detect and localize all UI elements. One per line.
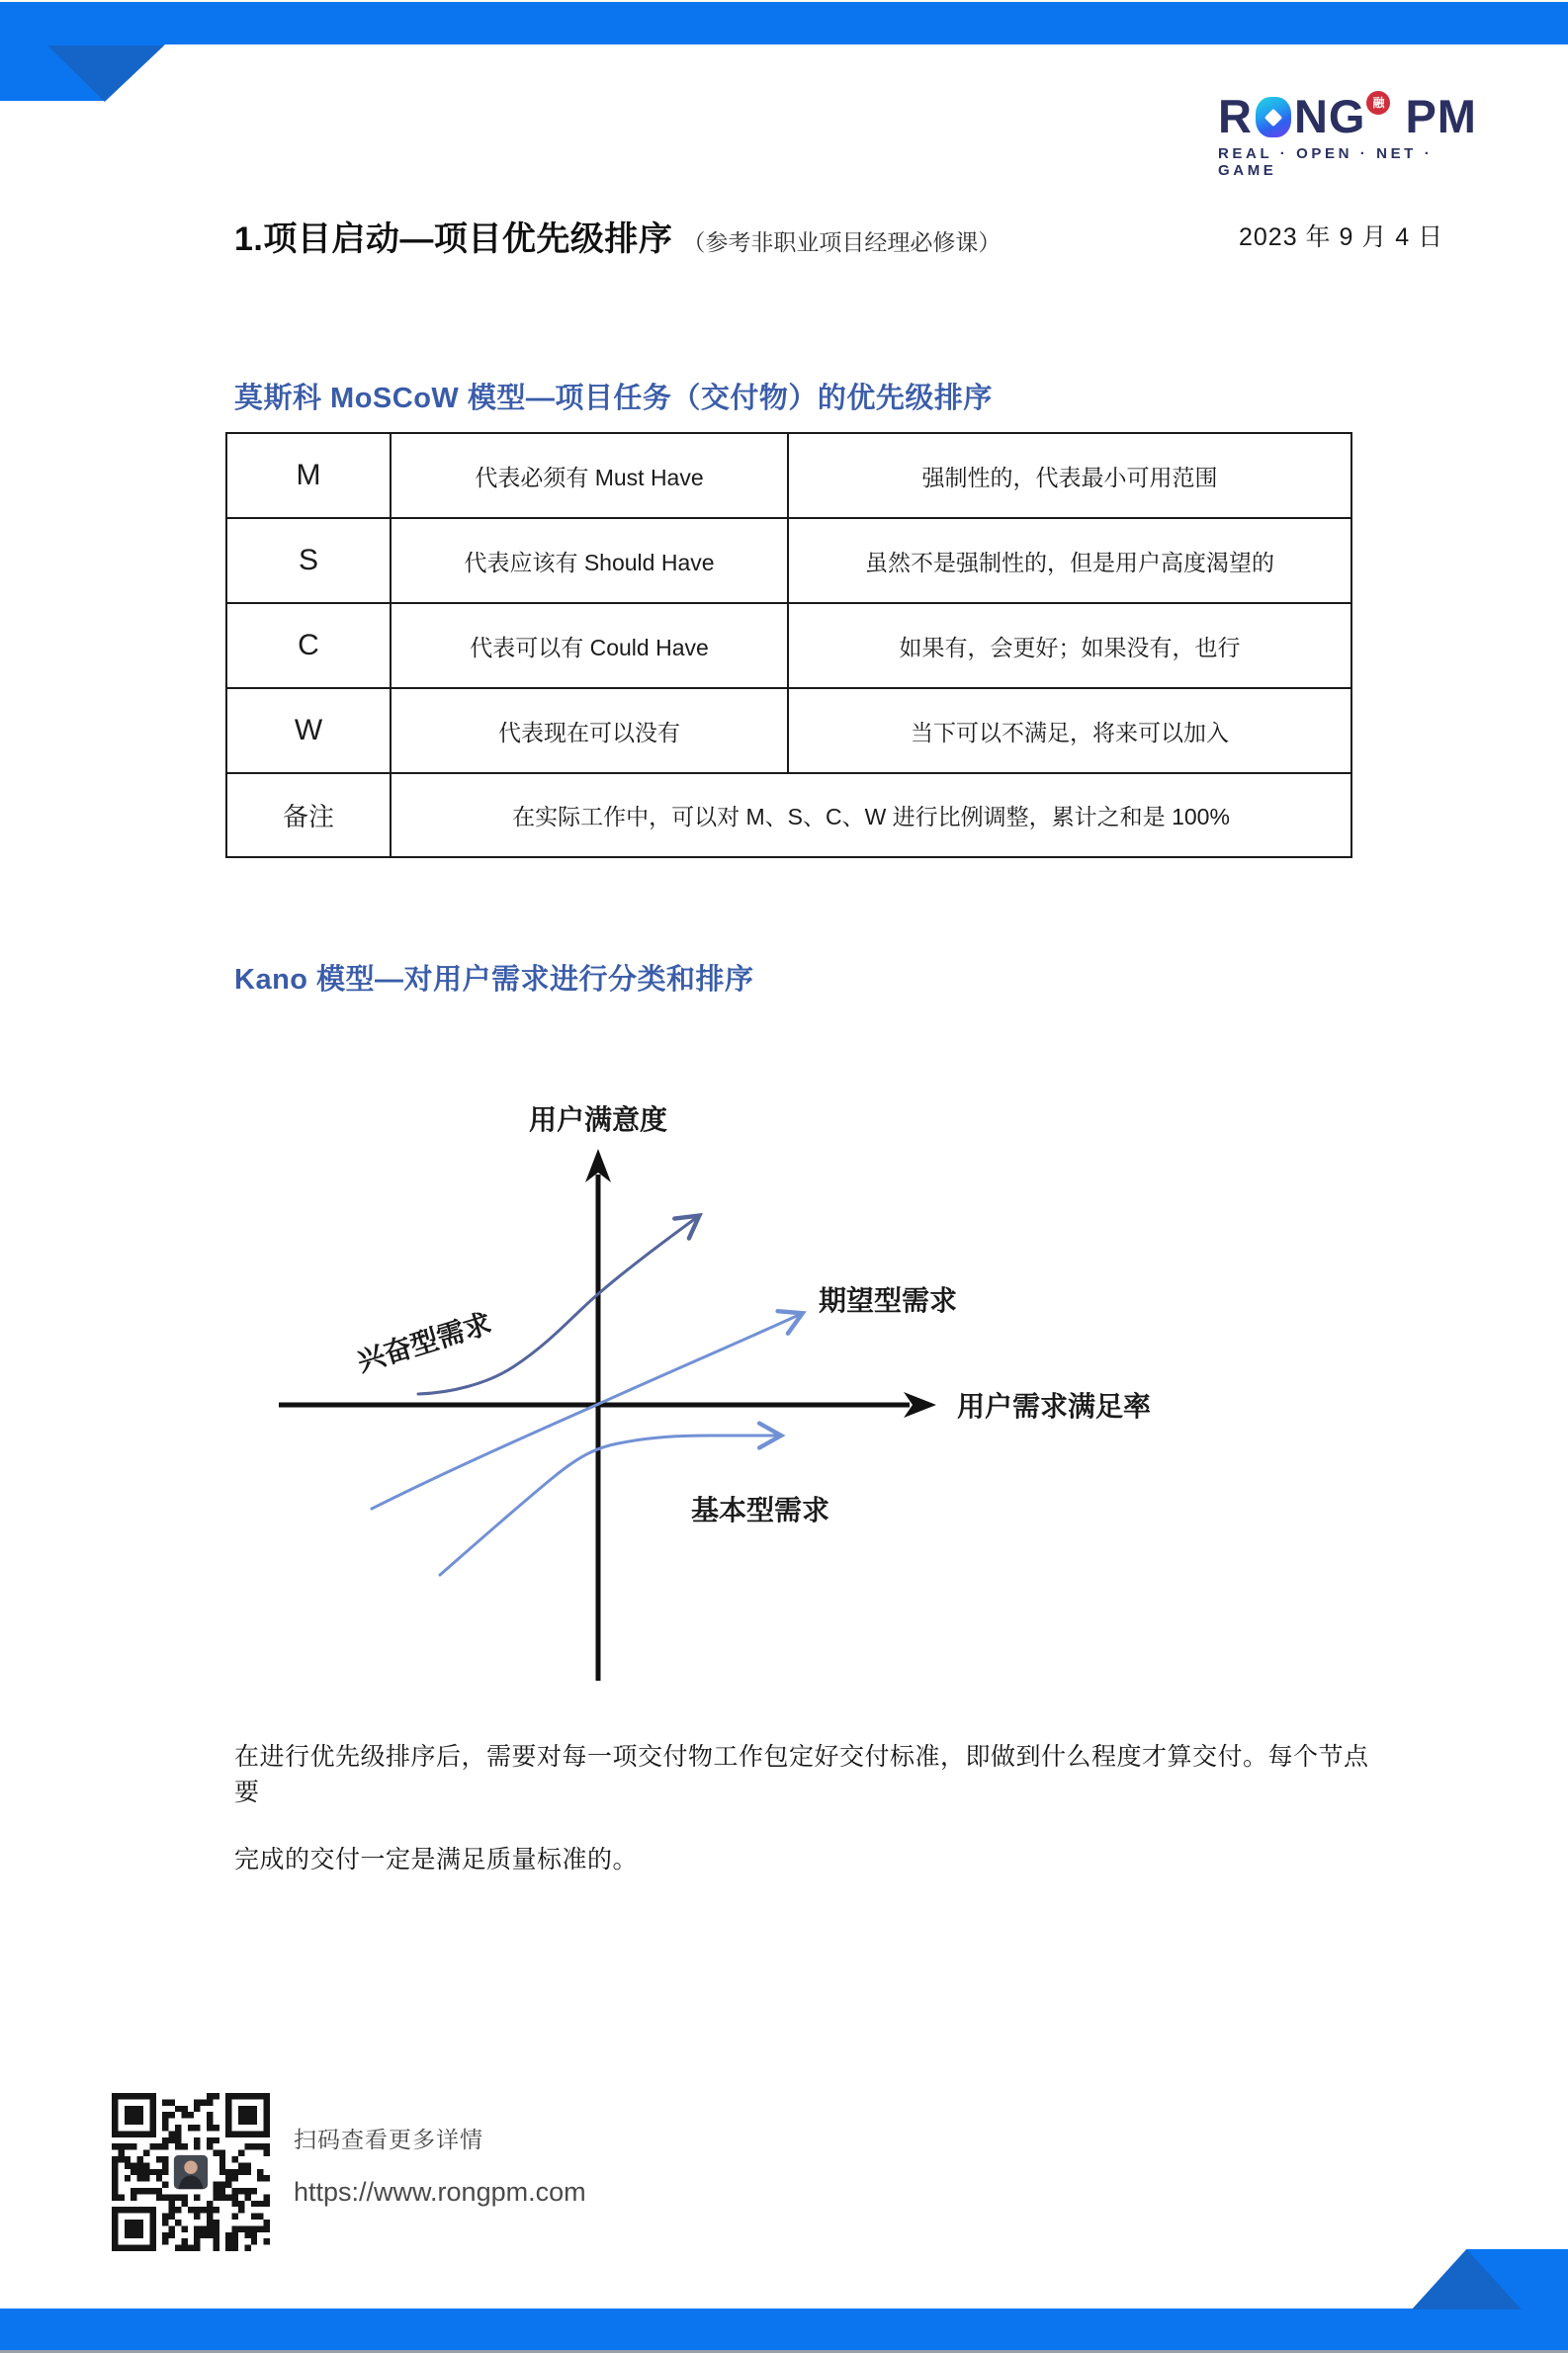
top-blue-bar xyxy=(0,2,1568,44)
logo-letter-r: R xyxy=(1218,90,1253,142)
table-row-c xyxy=(227,604,1350,689)
table-row-m xyxy=(227,434,1350,519)
qr-caption: 扫码查看更多详情 xyxy=(294,2127,483,2152)
table-row-note xyxy=(227,774,1350,856)
kano-chart xyxy=(267,1068,1157,1681)
cell-description: 当下可以不满足，将来可以加入 xyxy=(911,719,1229,745)
cell-note: 在实际工作中，可以对 M、S、C、W 进行比例调整，累计之和是 100% xyxy=(512,804,1230,829)
x-axis-label: 用户需求满足率 xyxy=(957,1391,1152,1422)
title-row xyxy=(234,212,1001,260)
cell-meaning: 代表必须有 Must Have xyxy=(392,434,789,517)
curve-excitement xyxy=(418,1218,696,1394)
bottom-blue-bar xyxy=(0,2309,1568,2350)
cell-meaning: 代表现在可以没有 xyxy=(392,689,789,772)
page-title: 1.项目启动—项目优先级排序 xyxy=(234,220,673,258)
logo-o-gradient-icon xyxy=(1256,97,1291,137)
rongpm-logo xyxy=(1218,91,1477,179)
logo-tagline: REAL · OPEN · NET · GAME xyxy=(1218,145,1434,179)
page-title-note: （参考非职业项目经理必修课） xyxy=(682,229,1002,255)
cell-key: W xyxy=(227,689,392,772)
label-basic: 基本型需求 xyxy=(691,1495,830,1525)
cell-key: M xyxy=(227,434,392,517)
logo-wordmark xyxy=(1218,91,1477,142)
moscow-table xyxy=(225,432,1352,858)
label-excitement: 兴奋型需求 xyxy=(353,1307,495,1378)
table-row-w xyxy=(227,689,1350,774)
qr-code xyxy=(112,2093,270,2251)
cell-meaning: 代表应该有 Should Have xyxy=(392,519,789,602)
logo-letters-pm: PM xyxy=(1405,90,1477,142)
page-date: 2023 年 9 月 4 日 xyxy=(1239,223,1444,251)
cell-key: C xyxy=(227,604,392,687)
body-paragraph xyxy=(234,1730,1381,1900)
label-expected: 期望型需求 xyxy=(819,1285,958,1316)
kano-heading: Kano 模型—对用户需求进行分类和排序 xyxy=(234,964,754,996)
cell-key: 备注 xyxy=(227,774,392,856)
logo-badge-icon: 融 xyxy=(1366,91,1390,115)
cell-key: S xyxy=(227,519,392,602)
cell-description: 虽然不是强制性的，但是用户高度渴望的 xyxy=(865,549,1274,575)
y-axis-label: 用户满意度 xyxy=(528,1104,668,1135)
paragraph-line: 在进行优先级排序后，需要对每一项交付物工作包定好交付标准，即做到什么程度才算交付。每个节点要 xyxy=(234,1743,1369,1806)
website-link[interactable]: https://www.rongpm.com xyxy=(294,2177,586,2207)
logo-letters-ng: NG xyxy=(1293,90,1366,142)
table-row-s xyxy=(227,519,1350,604)
moscow-heading: 莫斯科 MoSCoW 模型—项目任务（交付物）的优先级排序 xyxy=(234,383,993,414)
cell-description: 强制性的，代表最小可用范围 xyxy=(921,464,1218,490)
cell-description: 如果有，会更好；如果没有，也行 xyxy=(899,634,1241,660)
qr-center-avatar xyxy=(172,2153,210,2191)
paragraph-line: 完成的交付一定是满足质量标准的。 xyxy=(234,1846,639,1874)
cell-meaning: 代表可以有 Could Have xyxy=(392,604,789,687)
